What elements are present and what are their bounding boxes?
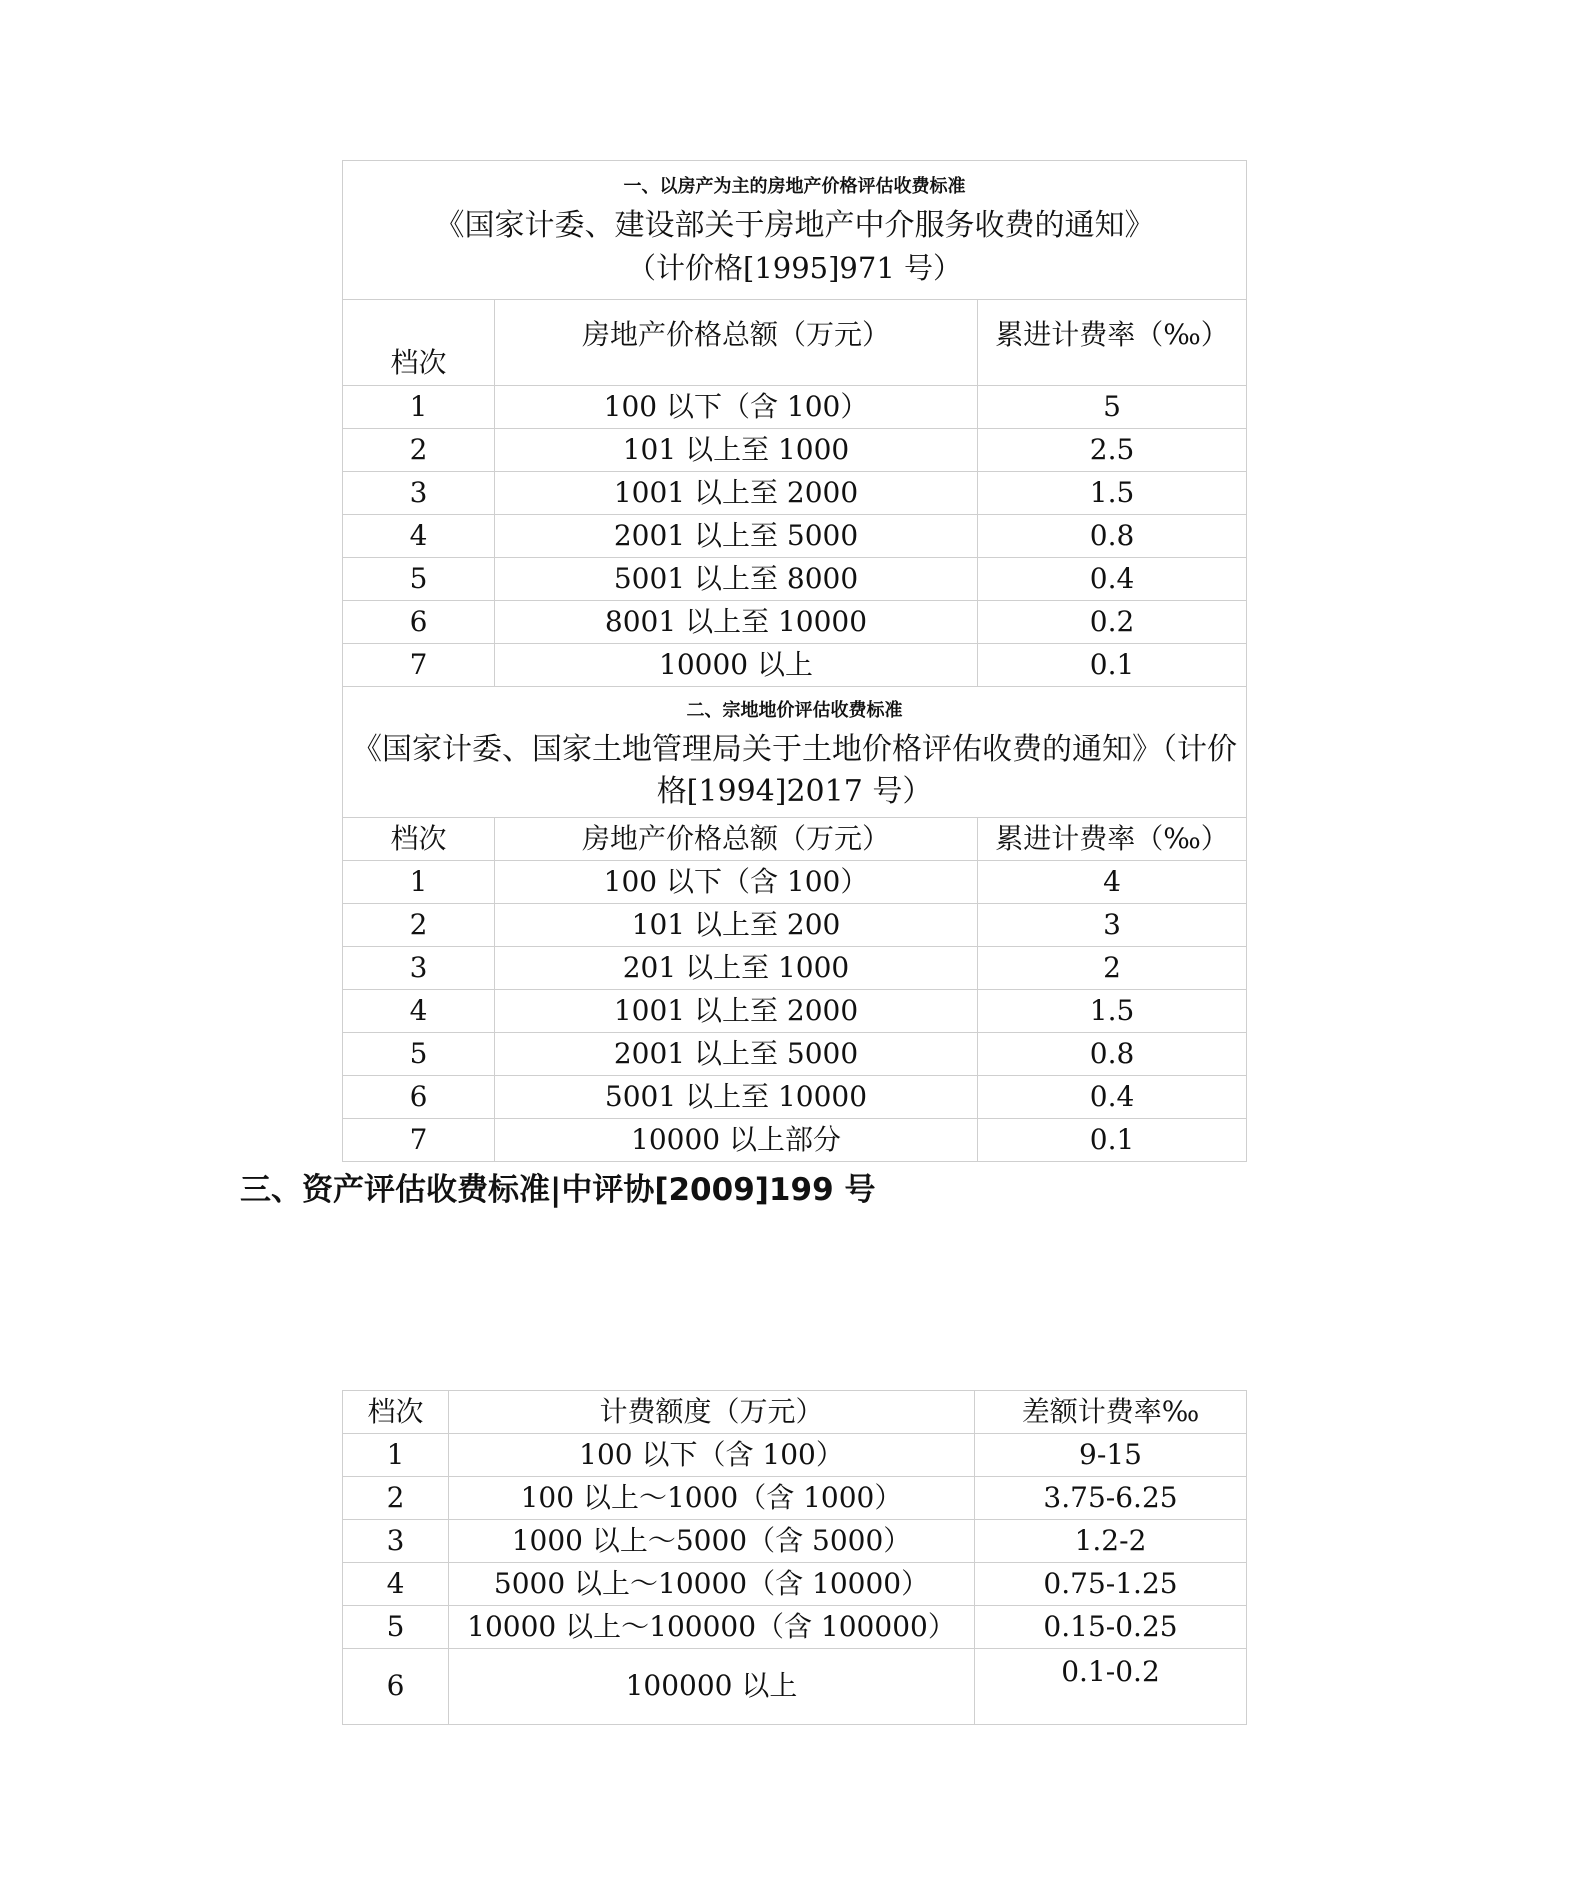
table2-heading: 二、宗地地价评估收费标准: [686, 700, 903, 721]
table-row: [343, 947, 1247, 990]
table1-heading: 一、以房产为主的房地产价格评估收费标准: [623, 176, 966, 197]
rate-cell: 0.8: [978, 515, 1247, 558]
rate-cell: 0.4: [978, 558, 1247, 601]
table-row: [343, 1076, 1247, 1119]
amount-cell: 1001 以上至 2000: [495, 472, 978, 515]
amount-cell: 1000 以上～5000（含 5000）: [449, 1520, 975, 1563]
table-row: [343, 990, 1247, 1033]
table1-header-amount: 房地产价格总额（万元）: [495, 300, 978, 386]
table3-header-amount: 计费额度（万元）: [449, 1391, 975, 1434]
table2-title-cell: [343, 687, 1247, 818]
tier-cell: 3: [343, 947, 495, 990]
tier-cell: 4: [343, 990, 495, 1033]
rate-cell: 0.75-1.25: [975, 1563, 1247, 1606]
table-row: [343, 1520, 1247, 1563]
tier-cell: 6: [343, 1649, 449, 1725]
amount-cell: 101 以上至 200: [495, 904, 978, 947]
table-row: [343, 1649, 1247, 1725]
amount-cell: 101 以上至 1000: [495, 429, 978, 472]
rate-cell: 0.15-0.25: [975, 1606, 1247, 1649]
amount-cell: 10000 以上～100000（含 100000）: [449, 1606, 975, 1649]
rate-cell: 2: [978, 947, 1247, 990]
tier-cell: 4: [343, 1563, 449, 1606]
table1-header-rate: 累进计费率（‰）: [978, 300, 1247, 386]
tier-cell: 3: [343, 1520, 449, 1563]
table1-title-cell: [343, 161, 1247, 300]
tier-cell: 3: [343, 472, 495, 515]
rate-cell: 3.75-6.25: [975, 1477, 1247, 1520]
table-row: [343, 1477, 1247, 1520]
table3-header-rate: 差额计费率‰: [975, 1391, 1247, 1434]
rate-cell: 1.2-2: [975, 1520, 1247, 1563]
rate-cell: 9-15: [975, 1434, 1247, 1477]
table1-title-row: [343, 161, 1247, 300]
table2-header-row: [343, 818, 1247, 861]
rate-cell: 0.4: [978, 1076, 1247, 1119]
table-row: [343, 861, 1247, 904]
fee-standard-table-asset-appraisal: [342, 1390, 1247, 1725]
table1-header-row: [343, 300, 1247, 386]
amount-cell: 100 以上～1000（含 1000）: [449, 1477, 975, 1520]
tier-cell: 7: [343, 1119, 495, 1162]
rate-cell: 0.1: [978, 644, 1247, 687]
table-row: [343, 1033, 1247, 1076]
rate-cell: 1.5: [978, 472, 1247, 515]
rate-cell: 0.1-0.2: [975, 1649, 1247, 1725]
tier-cell: 1: [343, 1434, 449, 1477]
amount-cell: 1001 以上至 2000: [495, 990, 978, 1033]
rate-cell: 4: [978, 861, 1247, 904]
tier-cell: 1: [343, 861, 495, 904]
amount-cell: 100 以下（含 100）: [495, 386, 978, 429]
table-row: [343, 1119, 1247, 1162]
tier-cell: 6: [343, 601, 495, 644]
table-row: [343, 1434, 1247, 1477]
amount-cell: 5001 以上至 10000: [495, 1076, 978, 1119]
rate-cell: 0.2: [978, 601, 1247, 644]
amount-cell: 100 以下（含 100）: [495, 861, 978, 904]
tier-cell: 2: [343, 904, 495, 947]
table-row: [343, 644, 1247, 687]
table3-header-tier: 档次: [343, 1391, 449, 1434]
amount-cell: 10000 以上部分: [495, 1119, 978, 1162]
section3-heading: 三、资产评估收费标准|中评协[2009]199 号: [240, 1172, 876, 1208]
table-row: [343, 429, 1247, 472]
amount-cell: 10000 以上: [495, 644, 978, 687]
table-row: [343, 904, 1247, 947]
rate-cell: 2.5: [978, 429, 1247, 472]
table-row: [343, 1606, 1247, 1649]
table1-header-tier: 档次: [343, 300, 495, 386]
amount-cell: 2001 以上至 5000: [495, 1033, 978, 1076]
table1-subtitle: （计价格[1995]971 号）: [627, 251, 963, 285]
table3-header-row: [343, 1391, 1247, 1434]
table-row: [343, 1563, 1247, 1606]
tier-cell: 1: [343, 386, 495, 429]
table2-title: 《国家计委、国家土地管理局关于土地价格评佑收费的通知》（计价格[1994]2017 号）: [352, 732, 1238, 809]
amount-cell: 5001 以上至 8000: [495, 558, 978, 601]
table2-title-row: [343, 687, 1247, 818]
rate-cell: 3: [978, 904, 1247, 947]
tier-cell: 5: [343, 1606, 449, 1649]
rate-cell: 1.5: [978, 990, 1247, 1033]
tier-cell: 5: [343, 1033, 495, 1076]
table-row: [343, 601, 1247, 644]
tier-cell: 2: [343, 1477, 449, 1520]
rate-cell: 0.8: [978, 1033, 1247, 1076]
rate-cell: 0.1: [978, 1119, 1247, 1162]
table-row: [343, 515, 1247, 558]
tier-cell: 5: [343, 558, 495, 601]
table-row: [343, 472, 1247, 515]
tier-cell: 2: [343, 429, 495, 472]
amount-cell: 2001 以上至 5000: [495, 515, 978, 558]
amount-cell: 100000 以上: [449, 1649, 975, 1725]
amount-cell: 201 以上至 1000: [495, 947, 978, 990]
table1-title: 《国家计委、建设部关于房地产中介服务收费的通知》: [434, 208, 1155, 243]
table2-header-amount: 房地产价格总额（万元）: [495, 818, 978, 861]
table2-header-tier: 档次: [343, 818, 495, 861]
amount-cell: 8001 以上至 10000: [495, 601, 978, 644]
tier-cell: 6: [343, 1076, 495, 1119]
fee-standard-table-land-and-property: [342, 160, 1247, 1162]
amount-cell: 5000 以上～10000（含 10000）: [449, 1563, 975, 1606]
table2-header-rate: 累进计费率（‰）: [978, 818, 1247, 861]
table-row: [343, 558, 1247, 601]
tier-cell: 7: [343, 644, 495, 687]
rate-cell: 5: [978, 386, 1247, 429]
tier-cell: 4: [343, 515, 495, 558]
amount-cell: 100 以下（含 100）: [449, 1434, 975, 1477]
table-row: [343, 386, 1247, 429]
